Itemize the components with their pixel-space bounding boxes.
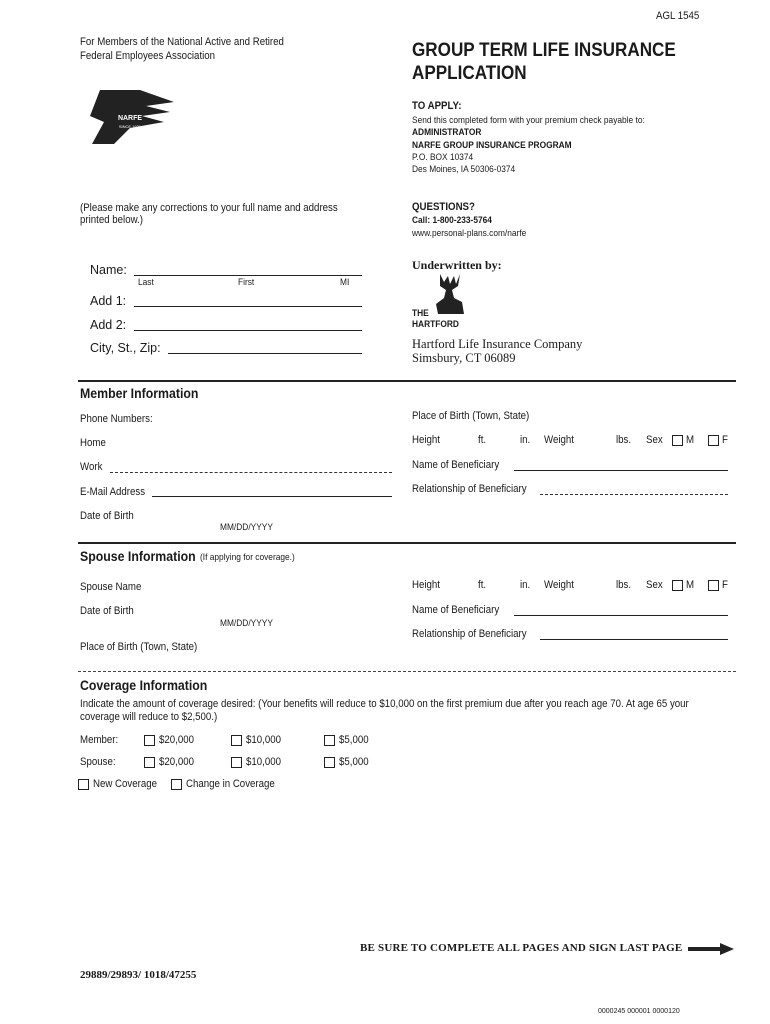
- name-last-label: Last: [138, 277, 154, 288]
- city-line[interactable]: [168, 353, 362, 354]
- correction-note-1: (Please make any corrections to your full name and address: [80, 202, 338, 214]
- spouse-sex-f-checkbox[interactable]: [708, 580, 719, 591]
- email-label: E-Mail Address: [80, 486, 146, 498]
- name-first-label: First: [238, 277, 255, 288]
- member-20000-checkbox[interactable]: [144, 735, 155, 746]
- add1-line[interactable]: [134, 306, 362, 307]
- spouse-note: (If applying for coverage.): [200, 552, 295, 563]
- new-coverage-label: New Coverage: [93, 778, 158, 790]
- add2-label: Add 2:: [90, 318, 127, 332]
- questions-website: www.personal-plans.com/narfe: [412, 228, 527, 239]
- member-height-label: Height: [412, 434, 440, 446]
- spouse-sex-m-checkbox[interactable]: [672, 580, 683, 591]
- work-phone-label: Work: [80, 461, 103, 473]
- member-sex-label: Sex: [646, 434, 663, 446]
- svg-text:SINCE 1921: SINCE 1921: [118, 124, 142, 129]
- member-dob-format: MM/DD/YYYY: [220, 522, 273, 533]
- member-relationship-label: Relationship of Beneficiary: [412, 483, 527, 495]
- hartford-logo-line-2: HARTFORD: [412, 319, 459, 330]
- member-relationship-line[interactable]: [540, 494, 728, 495]
- spouse-weight-label: Weight: [544, 579, 574, 591]
- coverage-text-1: Indicate the amount of coverage desired: (Your benefits will reduce to $10,000 on the first premium due after you reach age 70. At age 65 your: [80, 698, 689, 710]
- underwriter-company: Hartford Life Insurance Company: [412, 337, 583, 351]
- member-heading: Member Information: [80, 385, 199, 401]
- spouse-10000-checkbox[interactable]: [231, 757, 242, 768]
- city-label: City, St., Zip:: [90, 341, 161, 355]
- footer-small-code: 0000245 000001 0000120: [598, 1008, 680, 1015]
- coverage-heading: Coverage Information: [80, 677, 208, 693]
- member-5000-label: $5,000: [339, 734, 369, 746]
- member-5000-checkbox[interactable]: [324, 735, 335, 746]
- spouse-in-label: in.: [520, 579, 531, 591]
- title-line-2: APPLICATION: [412, 63, 527, 84]
- spouse-heading: Spouse Information: [80, 548, 196, 564]
- spouse-ft-label: ft.: [478, 579, 487, 591]
- hartford-logo-line-1: THE: [412, 308, 429, 319]
- add1-label: Add 1:: [90, 294, 127, 308]
- to-apply-city: Des Moines, IA 50306-0374: [412, 164, 516, 175]
- member-20000-label: $20,000: [159, 734, 194, 746]
- change-coverage-label: Change in Coverage: [186, 778, 275, 790]
- spouse-beneficiary-line[interactable]: [514, 615, 728, 616]
- to-apply-instruction: Send this completed form with your premium check payable to:: [412, 115, 645, 126]
- correction-note-2: printed below.): [80, 214, 143, 226]
- member-ft-label: ft.: [478, 434, 487, 446]
- questions-heading: QUESTIONS?: [412, 201, 475, 213]
- underwriter-location: Simsbury, CT 06089: [412, 351, 516, 365]
- spouse-height-label: Height: [412, 579, 440, 591]
- svg-text:NARFE: NARFE: [117, 115, 143, 122]
- new-coverage-checkbox[interactable]: [78, 779, 89, 790]
- to-apply-po-box: P.O. BOX 10374: [412, 152, 474, 163]
- arrow-right-icon: [688, 942, 734, 956]
- name-mi-label: MI: [340, 277, 350, 288]
- to-apply-program: NARFE GROUP INSURANCE PROGRAM: [412, 140, 572, 151]
- member-10000-checkbox[interactable]: [231, 735, 242, 746]
- spouse-sex-m-label: M: [686, 579, 695, 591]
- spouse-20000-checkbox[interactable]: [144, 757, 155, 768]
- member-beneficiary-label: Name of Beneficiary: [412, 459, 500, 471]
- member-weight-label: Weight: [544, 434, 574, 446]
- coverage-text-2: coverage will reduce to $2,500.): [80, 711, 218, 723]
- name-line[interactable]: [134, 275, 362, 276]
- questions-call: Call: 1-800-233-5764: [412, 215, 492, 226]
- spouse-relationship-line[interactable]: [540, 639, 728, 640]
- member-section-rule: [78, 380, 736, 382]
- underwriter-heading: Underwritten by:: [412, 258, 502, 272]
- member-sex-m-checkbox[interactable]: [672, 435, 683, 446]
- spouse-5000-checkbox[interactable]: [324, 757, 335, 768]
- spouse-name-label: Spouse Name: [80, 581, 142, 593]
- spouse-relationship-label: Relationship of Beneficiary: [412, 628, 527, 640]
- spouse-beneficiary-label: Name of Beneficiary: [412, 604, 500, 616]
- member-beneficiary-line[interactable]: [514, 470, 728, 471]
- coverage-section-rule: [78, 671, 736, 672]
- title-line-1: GROUP TERM LIFE INSURANCE: [412, 40, 676, 61]
- member-sex-m-label: M: [686, 434, 695, 446]
- form-code: AGL 1545: [656, 10, 700, 22]
- spouse-dob-format: MM/DD/YYYY: [220, 618, 273, 629]
- spouse-5000-label: $5,000: [339, 756, 369, 768]
- footer-codes: 29889/29893/ 1018/47255: [80, 969, 197, 981]
- spouse-20000-label: $20,000: [159, 756, 194, 768]
- name-label: Name:: [90, 263, 127, 277]
- work-phone-line[interactable]: [110, 472, 392, 473]
- member-dob-label: Date of Birth: [80, 510, 134, 522]
- home-phone-label: Home: [80, 437, 106, 449]
- to-apply-heading: TO APPLY:: [412, 100, 462, 112]
- footer-reminder: BE SURE TO COMPLETE ALL PAGES AND SIGN LAST PAGE: [360, 942, 683, 954]
- add2-line[interactable]: [134, 330, 362, 331]
- coverage-member-label: Member:: [80, 734, 119, 746]
- spouse-dob-label: Date of Birth: [80, 605, 134, 617]
- spouse-sex-f-label: F: [722, 579, 728, 591]
- member-in-label: in.: [520, 434, 531, 446]
- association-line-2: Federal Employees Association: [80, 50, 216, 62]
- member-sex-f-checkbox[interactable]: [708, 435, 719, 446]
- spouse-10000-label: $10,000: [246, 756, 281, 768]
- to-apply-admin: ADMINISTRATOR: [412, 127, 482, 138]
- member-pob-label: Place of Birth (Town, State): [412, 410, 530, 422]
- spouse-section-rule: [78, 542, 736, 544]
- spouse-lbs-label: lbs.: [616, 579, 632, 591]
- spouse-sex-label: Sex: [646, 579, 663, 591]
- stag-logo-icon: [428, 272, 472, 316]
- email-line[interactable]: [152, 496, 392, 497]
- narfe-logo: [86, 86, 176, 148]
- member-10000-label: $10,000: [246, 734, 281, 746]
- coverage-spouse-label: Spouse:: [80, 756, 116, 768]
- change-coverage-checkbox[interactable]: [171, 779, 182, 790]
- member-sex-f-label: F: [722, 434, 728, 446]
- phone-numbers-label: Phone Numbers:: [80, 413, 153, 425]
- member-lbs-label: lbs.: [616, 434, 632, 446]
- association-line-1: For Members of the National Active and Retired: [80, 36, 284, 48]
- spouse-pob-label: Place of Birth (Town, State): [80, 641, 198, 653]
